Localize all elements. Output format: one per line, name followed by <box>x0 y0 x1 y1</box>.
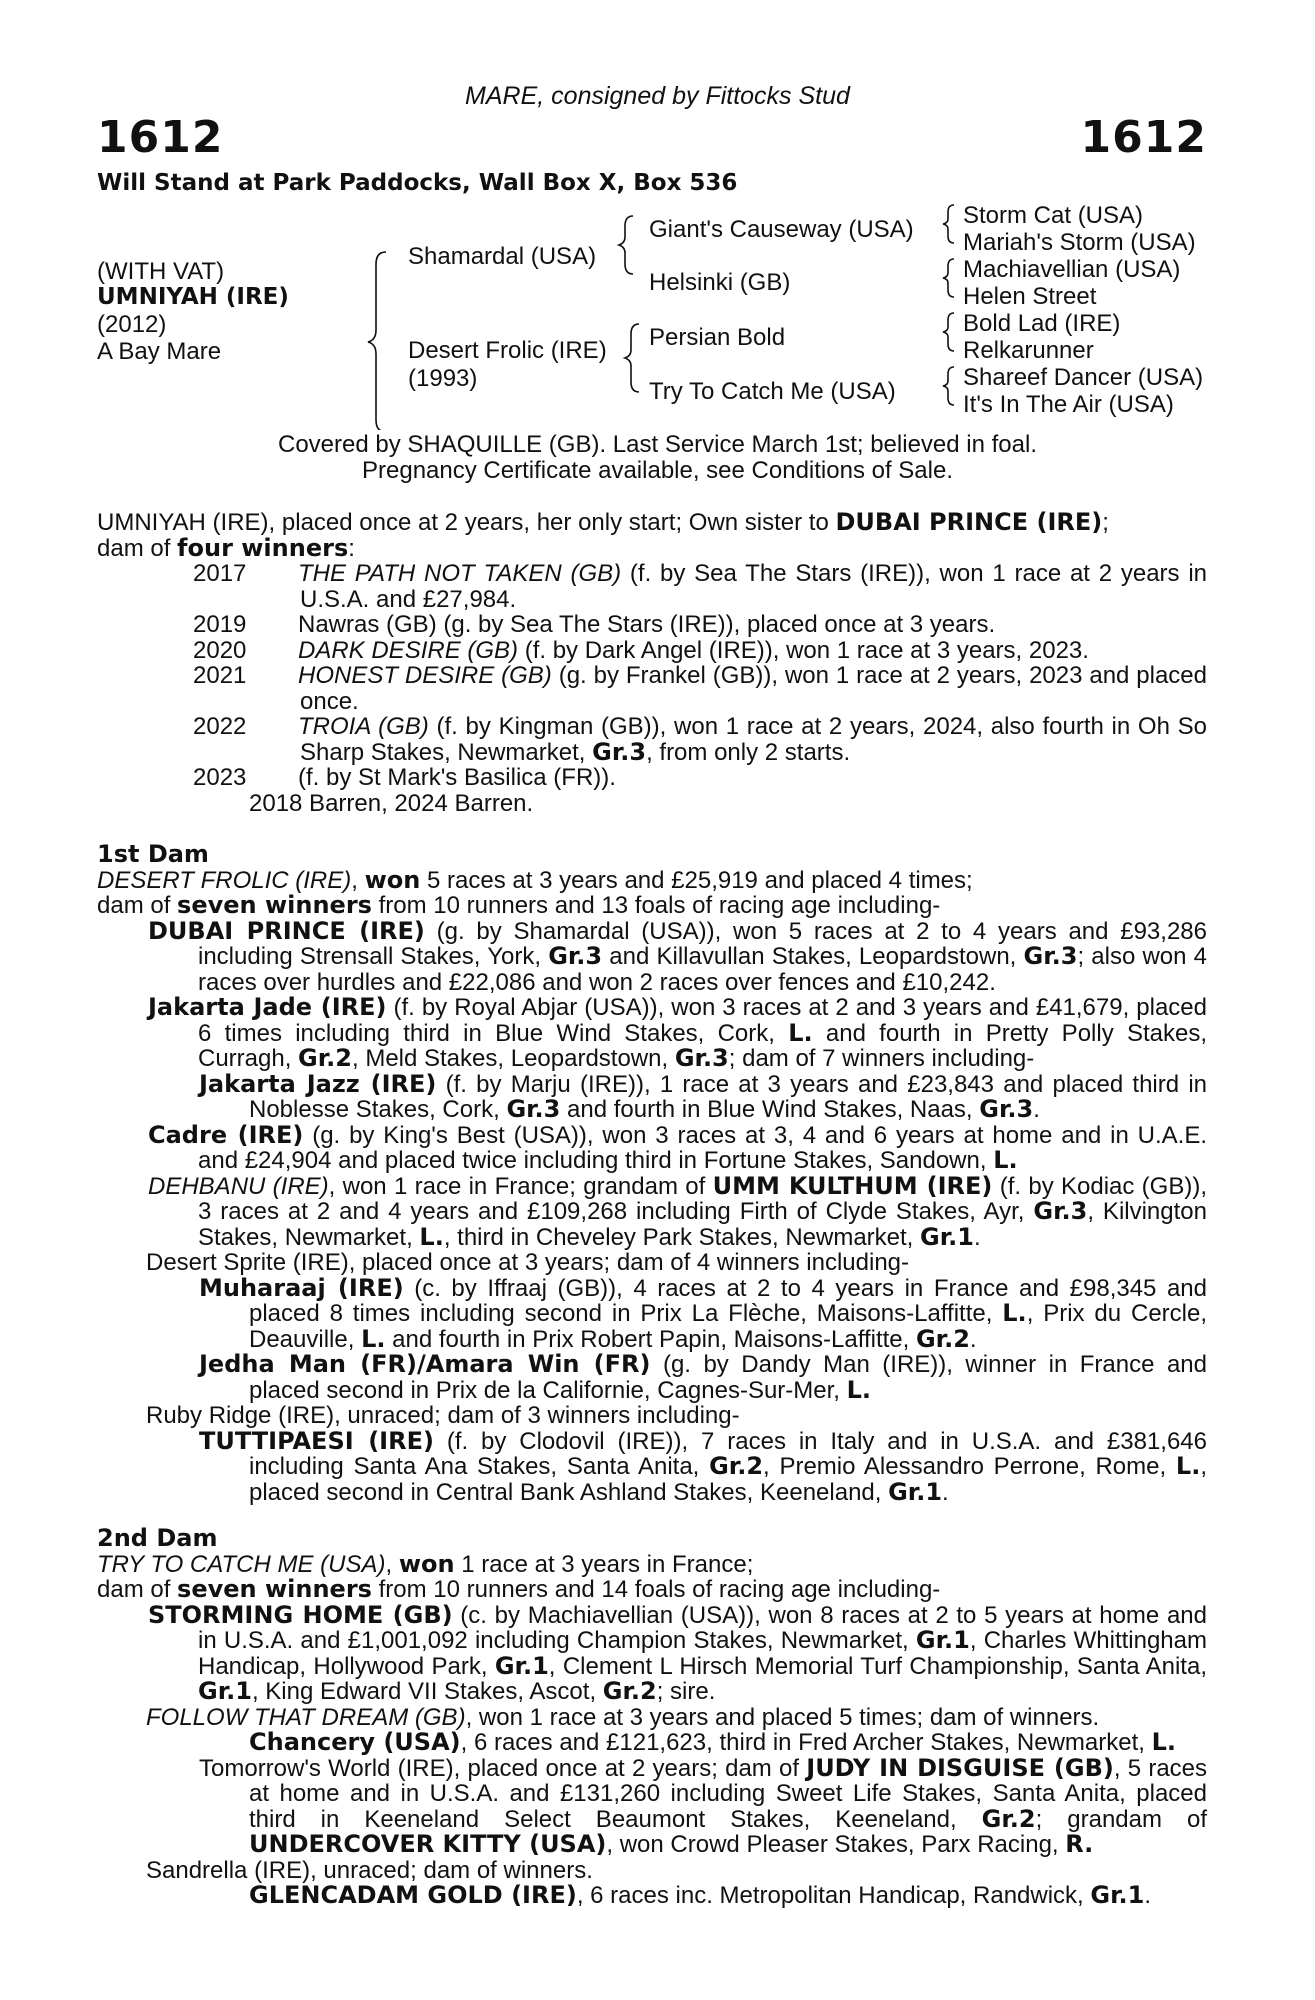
covering-note <box>0 432 1315 484</box>
glencadam-gold-entry: GLENCADAM GOLD (IRE), 6 races inc. Metropolitan Handicap, Randwick, Gr.1. <box>249 1881 1151 1909</box>
pedigree-g6: Relkarunner <box>963 337 1094 364</box>
produce-2020: 2020 DARK DESIRE (GB) (f. by Dark Angel (IRE)), won 1 race at 3 years, 2023. <box>193 636 1089 664</box>
jakarta-jade-entry: Jakarta Jade (IRE) (f. by Royal Abjar (USA)), won 3 races at 2 and 3 years and £41,679, placed 6 times including third in Blue Wind Stakes, Cork, L. and fourth in Pretty Polly Stakes, Curragh, Gr.2, Meld Stakes, Leopardstown, Gr.3; dam of 7 winners including- <box>148 993 1208 1072</box>
second-dam-name-line: TRY TO CATCH ME (USA), won 1 race at 3 years in France; <box>97 1549 754 1578</box>
sandrella-entry: Sandrella (IRE), unraced; dam of winners. <box>146 1856 593 1884</box>
pedigree-g3: Machiavellian (USA) <box>963 256 1181 283</box>
produce-2021: 2021 HONEST DESIRE (GB) (g. by Frankel (GB)), won 1 race at 2 years, 2023 and placed once. <box>193 662 1208 715</box>
muharaaj-entry: Muharaaj (IRE) (c. by Iffraaj (GB)), 4 races at 2 to 4 years in France and £98,345 and placed 8 times including second in Prix La Flèche, Maisons-Laffitte, L., Prix du Cercle, Deauville, L. and fourth in Prix Robert Papin, Maisons-Laffitte, Gr.2. <box>199 1273 1208 1353</box>
second-dam-heading: 2nd Dam <box>97 1524 218 1552</box>
pedigree-g2: Mariah's Storm (USA) <box>963 229 1196 256</box>
pedigree-g4: Helen Street <box>963 283 1097 310</box>
produce-2019: 2019 Nawras (GB) (g. by Sea The Stars (IRE)), placed once at 3 years. <box>193 611 996 638</box>
pedigree-g7: Shareef Dancer (USA) <box>963 364 1204 391</box>
lot-number-left: 1612 <box>97 112 224 163</box>
second-dam-section <box>97 1526 1207 1909</box>
second-dam-produce: dam of seven winners from 10 runners and 14 foals of racing age including- <box>97 1575 941 1603</box>
ruby-ridge-entry: Ruby Ridge (IRE), unraced; dam of 3 winners including- <box>146 1402 740 1429</box>
cadre-entry: Cadre (IRE) (g. by King's Best (USA)), won 3 races at 3, 4 and 6 years at home and in U.A.E. and £24,904 and placed twice including third in Fortune Stakes, Sandown, L. <box>148 1120 1207 1174</box>
intro-line: UMNIYAH (IRE), placed once at 2 years, her only start; Own sister to DUBAI PRINCE (IRE); <box>97 508 1109 536</box>
consignment-line: MARE, consigned by Fittocks Stud <box>465 82 850 110</box>
mare-record <box>97 510 1207 816</box>
desert-sprite-entry: Desert Sprite (IRE), placed once at 3 years; dam of 4 winners including- <box>146 1249 910 1276</box>
horse-name: UMNIYAH (IRE) <box>97 284 289 310</box>
tomorrows-world-entry: Tomorrow's World (IRE), placed once at 2 years; dam of JUDY IN DISGUISE (GB), 5 races at home and in U.S.A. and £131,260 including Sweet Life Stakes, Santa Anita, placed third in Keeneland Select Beaumont Stakes, Keeneland, Gr.2; grandam of UNDERCOVER KITTY (USA), won Crowd Pleaser Stakes, Parx Racing, R. <box>199 1753 1208 1858</box>
barren-years: 2018 Barren, 2024 Barren. <box>249 789 534 817</box>
tuttipaesi-entry: TUTTIPAESI (IRE) (f. by Clodovil (IRE)), 7 races in Italy and in U.S.A. and £381,646 including Santa Ana Stakes, Santa Anita, Gr.2, Premio Alessandro Perrone, Rome, L., placed second in Central Bank Ashland Stakes, Keeneland, Gr.1. <box>199 1426 1207 1506</box>
pedigree-dam: Desert Frolic (IRE) <box>408 337 607 364</box>
horse-description: A Bay Mare <box>97 338 222 365</box>
covering-line-2: Pregnancy Certificate available, see Conditions of Sale. <box>362 457 953 484</box>
dehbanu-entry: DEHBANU (IRE), won 1 race in France; grandam of UMM KULTHUM (IRE) (f. by Kodiac (GB)), 3 races at 2 and 4 years and £109,268 including Firth of Clyde Stakes, Ayr, Gr.3, Kilvington Stakes, Newmarket, L., third in Cheveley Park Stakes, Newmarket, Gr.1. <box>148 1171 1207 1251</box>
jedha-man-entry: Jedha Man (FR)/Amara Win (FR) (g. by Dandy Man (IRE)), winner in France and placed second in Prix de la Californie, Cagnes-Sur-Mer, L. <box>199 1350 1207 1404</box>
pedigree-sire: Shamardal (USA) <box>408 243 597 270</box>
intro-dam-of: dam of four winners: <box>97 533 355 562</box>
produce-2022: 2022 TROIA (GB) (f. by Kingman (GB)), won 1 race at 2 years, 2024, also fourth in Oh So Sharp Stakes, Newmarket, Gr.3, from only 2 starts. <box>193 713 1207 766</box>
covering-line-1: Covered by SHAQUILLE (GB). Last Service March 1st; believed in foal. <box>278 431 1037 458</box>
chancery-entry: Chancery (USA), 6 races and £121,623, third in Fred Archer Stakes, Newmarket, L. <box>249 1728 1177 1756</box>
pedigree-dam-sire: Persian Bold <box>649 324 786 351</box>
lot-number-right: 1612 <box>1080 112 1207 163</box>
stand-location: Will Stand at Park Paddocks, Wall Box X, Box 536 <box>97 170 738 196</box>
vat-note: (WITH VAT) <box>97 258 225 285</box>
pedigree-sire-dam: Helsinki (GB) <box>649 269 791 296</box>
pedigree-g1: Storm Cat (USA) <box>963 202 1144 229</box>
storming-home-entry: STORMING HOME (GB) (c. by Machiavellian (USA)), won 8 races at 2 to 5 years at home and in U.S.A. and £1,001,092 including Champion Stakes, Newmarket, Gr.1, Charles Whittingham Handicap, Hollywood Park, Gr.1, Clement L Hirsch Memorial Turf Championship, Santa Anita, Gr.1, King Edward VII Stakes, Ascot, Gr.2; sire. <box>148 1600 1208 1705</box>
produce-2017: 2017 THE PATH NOT TAKEN (GB) (f. by Sea The Stars (IRE)), won 1 race at 2 years in U.S.A. and £27,984. <box>193 560 1208 613</box>
first-dam-name-line: DESERT FROLIC (IRE), won 5 races at 3 years and £25,919 and placed 4 times; <box>97 865 973 894</box>
pedigree-g8: It's In The Air (USA) <box>963 391 1174 418</box>
pedigree-dam-year: (1993) <box>408 365 478 392</box>
dubai-prince-entry: DUBAI PRINCE (IRE) (g. by Shamardal (USA)), won 5 races at 2 to 4 years and £93,286 including Strensall Stakes, York, Gr.3 and Killavullan Stakes, Leopardstown, Gr.3; also won 4 races over hurdles and £22,086 and won 2 races over fences and £10,242. <box>148 916 1208 996</box>
first-dam-heading: 1st Dam <box>97 840 209 868</box>
follow-that-dream-entry: FOLLOW THAT DREAM (GB), won 1 race at 3 years and placed 5 times; dam of winners. <box>146 1703 1100 1731</box>
pedigree-sire-sire: Giant's Causeway (USA) <box>649 216 914 243</box>
jakarta-jazz-entry: Jakarta Jazz (IRE) (f. by Marju (IRE)), 1 race at 3 years and £23,843 and placed third in Noblesse Stakes, Cork, Gr.3 and fourth in Blue Wind Stakes, Naas, Gr.3. <box>199 1069 1207 1123</box>
first-dam-section <box>97 842 1207 1505</box>
horse-year: (2012) <box>97 311 167 338</box>
pedigree-g5: Bold Lad (IRE) <box>963 310 1121 337</box>
pedigree-dam-dam: Try To Catch Me (USA) <box>649 378 896 405</box>
produce-2023: 2023 (f. by St Mark's Basilica (FR)). <box>193 764 616 791</box>
first-dam-produce: dam of seven winners from 10 runners and 13 foals of racing age including- <box>97 891 941 919</box>
